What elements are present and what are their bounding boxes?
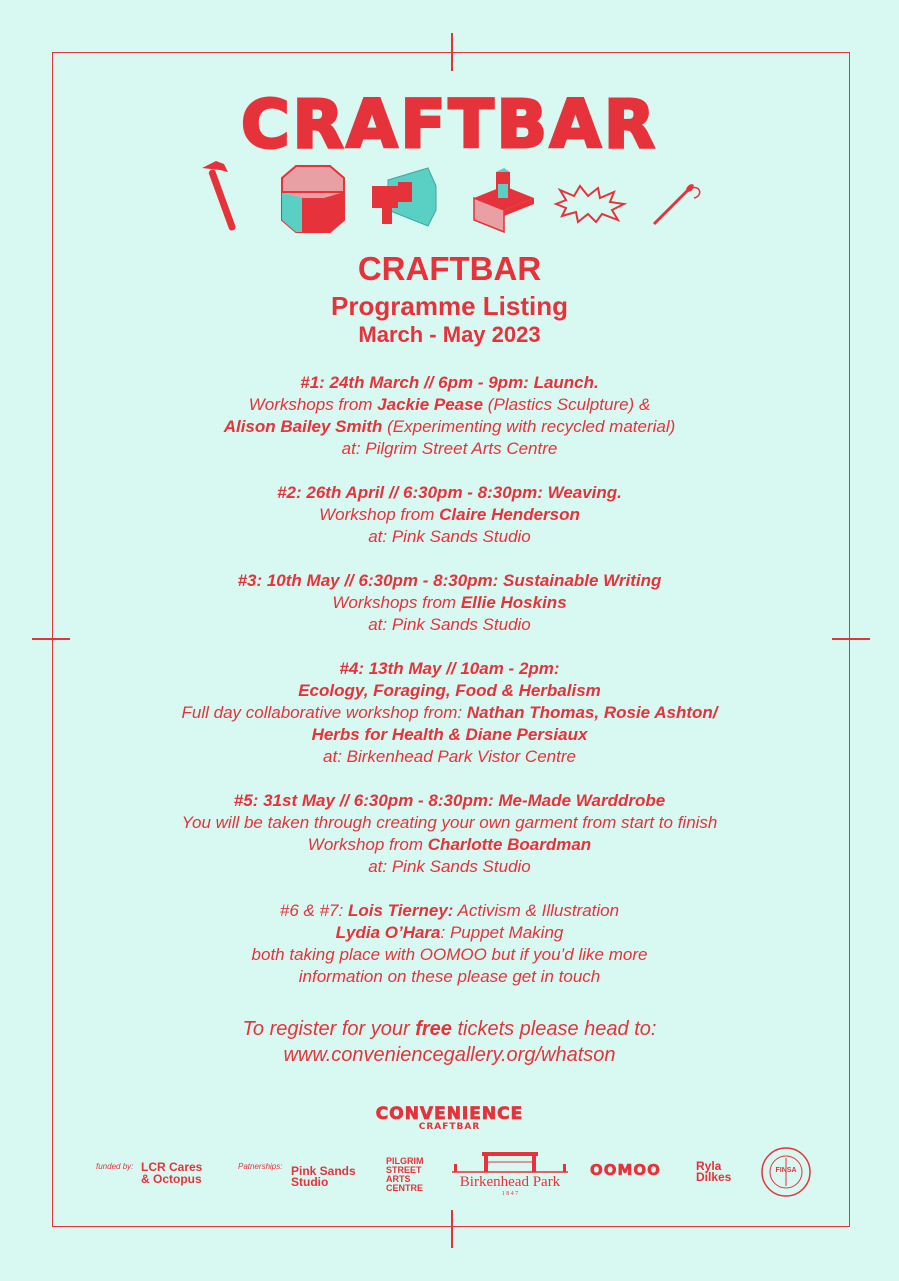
megaphone-icon <box>370 166 442 228</box>
register-info <box>0 1016 899 1068</box>
event-text: Workshops from <box>332 593 461 612</box>
register-text: tickets please head to: <box>451 1018 657 1040</box>
event-3 <box>60 570 839 636</box>
event-text: (Plastics Sculpture) & <box>483 395 651 414</box>
event-heading: #2: 26th April // 6:30pm - 8:30pm: Weaving. <box>277 483 622 502</box>
birkenhead-park-gate-icon <box>448 1150 572 1176</box>
event-6-7 <box>60 900 839 988</box>
event-venue: at: Pink Sands Studio <box>368 527 531 546</box>
artist-name: Alison Bailey Smith <box>223 417 383 436</box>
event-text: You will be taken through creating your own garment from start to finish <box>181 813 718 832</box>
partner-finsa-seal <box>760 1146 812 1198</box>
artist-name: Jackie Pease <box>377 395 484 414</box>
event-text: Workshops from <box>248 395 378 414</box>
event-1 <box>60 372 839 460</box>
event-text: (Experimenting with recycled material) <box>382 417 676 436</box>
event-text: Workshop from <box>319 505 440 524</box>
house-block-icon <box>468 164 538 234</box>
starburst-icon <box>552 184 628 224</box>
event-text: : Puppet Making <box>440 923 564 942</box>
craftbar-logo: CRAFTBAR <box>241 86 658 163</box>
partner-oomoo: OOMOO <box>590 1161 661 1179</box>
event-text: Full day collaborative workshop from: <box>181 703 467 722</box>
subtitle: Programme Listing <box>331 291 568 321</box>
convenience-logo-main: CONVENIENCE <box>375 1104 524 1124</box>
artist-name: Herbs for Health & Diane Persiaux <box>311 725 588 744</box>
event-5 <box>60 790 839 878</box>
partner-birkenhead-park <box>448 1150 572 1198</box>
event-text: Workshop from <box>307 835 428 854</box>
funder-lcr-octopus: LCR Cares & Octopus <box>141 1160 203 1186</box>
event-text: Activism & Illustration <box>453 901 620 920</box>
event-heading: #1: 24th March // 6pm - 9pm: Launch. <box>300 373 599 392</box>
funded-label: funded by: <box>96 1162 134 1171</box>
event-venue: at: Birkenhead Park Vistor Centre <box>323 747 576 766</box>
partner-ryla-dilkes: Ryla Dilkes <box>696 1159 732 1184</box>
partners-label: Patnerships: <box>238 1162 283 1171</box>
craft-icons-row <box>0 158 899 238</box>
date-range: March - May 2023 <box>358 322 541 347</box>
birkenhead-park-name: Birkenhead Park <box>459 1174 561 1190</box>
register-url-link[interactable]: www.conveniencegallery.org/whatson <box>283 1044 616 1066</box>
event-text: both taking place with OOMOO but if you’d like more <box>251 945 648 964</box>
finsa-seal-text: FINSA <box>775 1167 797 1174</box>
artist-name: Ellie Hoskins <box>460 593 567 612</box>
artist-name: Lydia O’Hara <box>335 923 441 942</box>
artist-name: Charlotte Boardman <box>427 835 592 854</box>
event-text: #6 & #7: <box>279 901 348 920</box>
event-heading: Ecology, Foraging, Food & Herbalism <box>298 681 601 700</box>
event-heading: #5: 31st May // 6:30pm - 8:30pm: Me-Made Warddrobe <box>233 791 666 810</box>
event-heading: #4: 13th May // 10am - 2pm: <box>339 659 560 678</box>
artist-name: Lois Tierney: <box>347 901 454 920</box>
crop-mark-bottom <box>451 1210 453 1248</box>
programme-list <box>60 372 839 1010</box>
partner-pilgrim-street: PILGRIM STREET ARTS CENTRE <box>386 1156 424 1193</box>
register-text: To register for your <box>242 1018 416 1040</box>
event-4 <box>60 658 839 768</box>
hammer-icon <box>198 158 246 236</box>
event-heading: #3: 10th May // 6:30pm - 8:30pm: Sustainable Writing <box>237 571 662 590</box>
register-free: free <box>415 1018 452 1040</box>
event-venue: at: Pink Sands Studio <box>368 615 531 634</box>
convenience-logo-sub: CRAFTBAR <box>418 1122 481 1132</box>
octagon-block-icon <box>280 162 346 236</box>
artist-name: Nathan Thomas, Rosie Ashton/ <box>466 703 718 722</box>
partner-pink-sands: Pink Sands Studio <box>291 1164 356 1189</box>
title: CRAFTBAR <box>357 250 542 287</box>
needle-thread-icon <box>648 178 704 230</box>
event-venue: at: Pink Sands Studio <box>368 857 531 876</box>
birkenhead-park-year: 1 8 4 7 <box>501 1191 519 1197</box>
event-text: information on these please get in touch <box>298 967 601 986</box>
event-2 <box>60 482 839 548</box>
convenience-logo <box>0 1104 899 1132</box>
crop-mark-top <box>451 33 453 71</box>
event-venue: at: Pilgrim Street Arts Centre <box>341 439 558 458</box>
artist-name: Claire Henderson <box>439 505 580 524</box>
